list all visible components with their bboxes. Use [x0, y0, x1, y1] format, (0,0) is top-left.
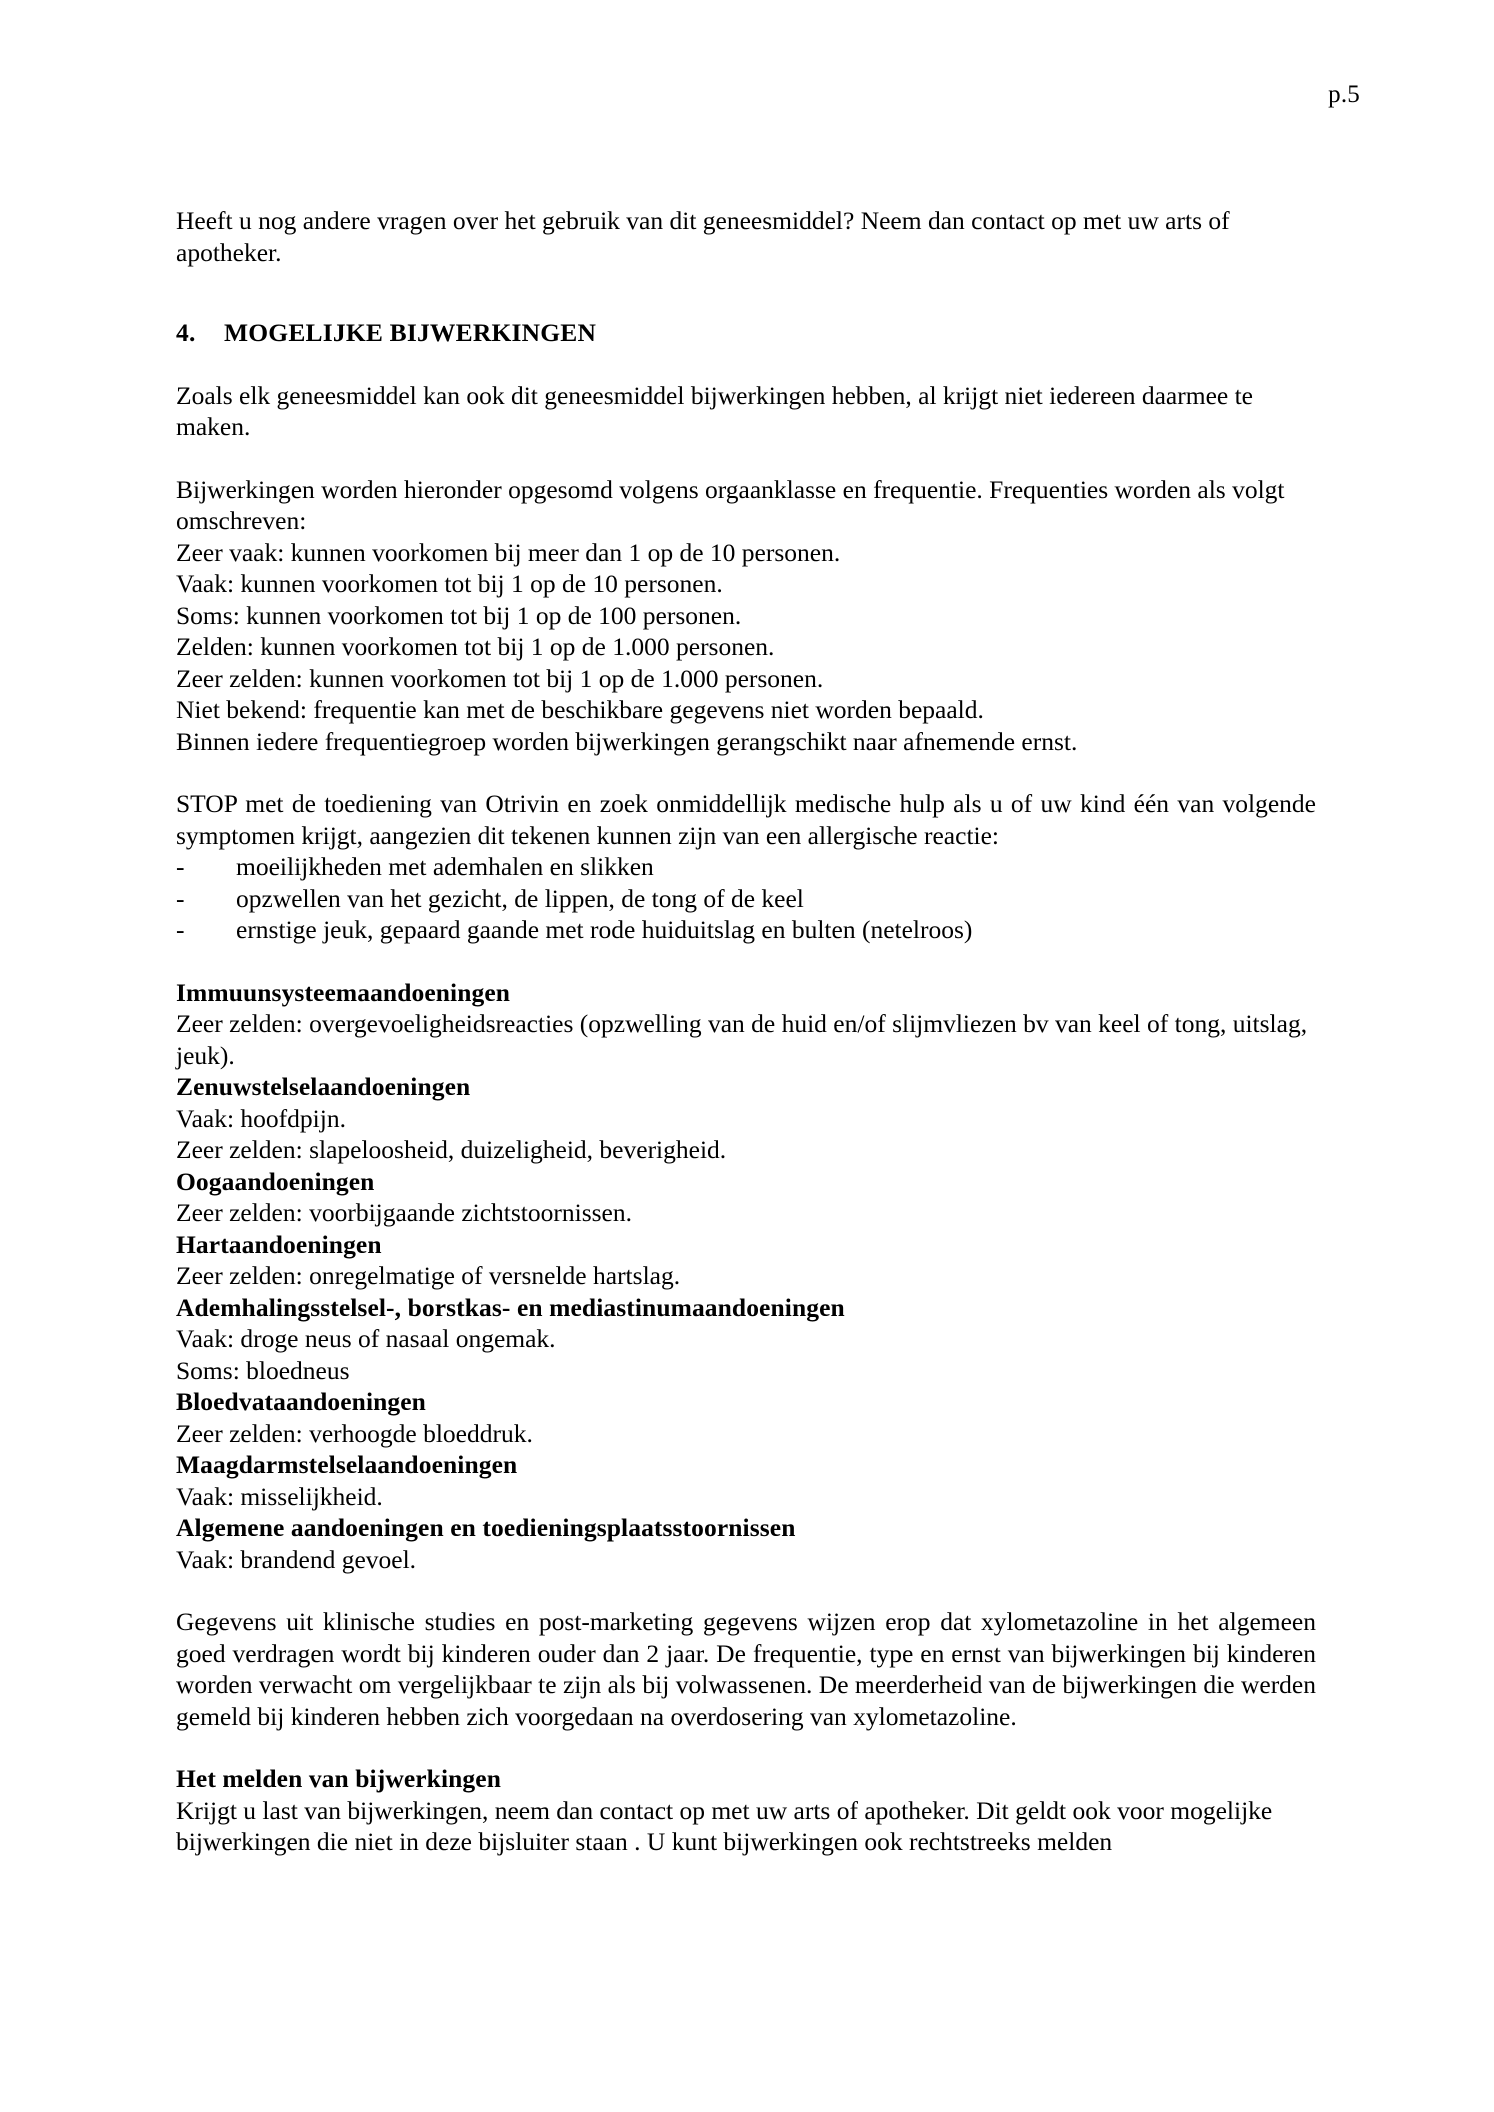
- organ-class-heading: Immuunsysteemaandoeningen: [176, 977, 511, 1007]
- reporting-heading: Het melden van bijwerkingen: [176, 1764, 501, 1793]
- organ-class-effect: Zeer zelden: onregelmatige of versnelde hartslag.: [176, 1261, 681, 1290]
- organ-class-effect: Zeer zelden: verhoogde bloeddruk.: [176, 1418, 533, 1448]
- section-number: 4.: [176, 318, 196, 347]
- pediatric-paragraph: Gegevens uit klinische studies en post-marketing gegevens wijzen erop dat xylometazoline in het algemeen goed verdragen wordt bij kinderen ouder dan 2 jaar. De frequentie, type en ernst van bijwerkingen bij kinderen worden verwacht om vergelijkbaar te zijn als bij volwassenen. De meerderheid van de bijwerkingen die werden gemeld bij kinderen hebben zich voorgedaan na overdosering van xylometazoline.: [176, 1607, 1316, 1731]
- organ-class-respiratory: [176, 1292, 1316, 1387]
- spacer: [176, 1575, 1316, 1606]
- frequency-definition: Zelden: kunnen voorkomen tot bij 1 op de 1.000 personen.: [176, 632, 775, 661]
- stop-symptom-list: [176, 851, 1316, 946]
- organ-class-nervous: [176, 1071, 1316, 1166]
- organ-class-eye: [176, 1166, 1316, 1229]
- frequency-definition-list: [176, 537, 1316, 758]
- list-item-label: ernstige jeuk, gepaard gaande met rode huiduitslag en bulten (netelroos): [236, 915, 973, 944]
- organ-class-effect: Soms: bloedneus: [176, 1355, 350, 1385]
- organ-class-heading: Ademhalingsstelsel-, borstkas- en mediastinumaandoeningen: [176, 1292, 845, 1322]
- reporting-paragraph: Krijgt u last van bijwerkingen, neem dan contact op met uw arts of apotheker. Dit geldt ook voor mogelijke bijwerkingen die niet in deze bijsluiter staan . U kunt bijwerkingen ook rechtstreeks melden: [176, 1795, 1273, 1856]
- section-heading: [176, 317, 1316, 349]
- stop-warning-paragraph: STOP met de toediening van Otrivin en zoek onmiddellijk medische hulp als u of uw kind één van volgende symptomen krijgt, aangezien dit tekenen kunnen zijn van een allergische reactie:: [176, 789, 1316, 850]
- organ-class-immune: [176, 977, 1316, 1072]
- organ-class-heading: Bloedvataandoeningen: [176, 1387, 426, 1416]
- intro-paragraph: Heeft u nog andere vragen over het gebruik van dit geneesmiddel? Neem dan contact op met uw arts of apotheker.: [176, 206, 1230, 267]
- section-intro-paragraph: Zoals elk geneesmiddel kan ook dit geneesmiddel bijwerkingen hebben, al krijgt niet iedereen daarmee te maken.: [176, 380, 1253, 441]
- frequency-definition: Soms: kunnen voorkomen tot bij 1 op de 100 personen.: [176, 600, 742, 630]
- organ-class-general: [176, 1512, 1316, 1575]
- frequency-definition: Zeer vaak: kunnen voorkomen bij meer dan 1 op de 10 personen.: [176, 537, 841, 567]
- organ-class-effect: Zeer zelden: slapeloosheid, duizeligheid, beverigheid.: [176, 1135, 727, 1164]
- organ-class-effect: Vaak: brandend gevoel.: [176, 1544, 417, 1574]
- organ-class-effect: Vaak: misselijkheid.: [176, 1481, 383, 1511]
- organ-class-effect: Vaak: hoofdpijn.: [176, 1103, 346, 1133]
- organ-class-heading: Oogaandoeningen: [176, 1166, 375, 1196]
- organ-class-effect: Zeer zelden: overgevoeligheidsreacties (opzwelling van de huid en/of slijmvliezen bv van keel of tong, uitslag, jeuk).: [176, 1009, 1308, 1070]
- frequency-definition: Niet bekend: frequentie kan met de beschikbare gegevens niet worden bepaald.: [176, 695, 984, 724]
- organ-class-effect: Vaak: droge neus of nasaal ongemak.: [176, 1324, 556, 1353]
- section-title: MOGELIJKE BIJWERKINGEN: [224, 318, 597, 347]
- organ-class-vascular: [176, 1386, 1316, 1449]
- spacer: [176, 349, 1316, 380]
- list-item-label: moeilijkheden met ademhalen en slikken: [236, 852, 654, 881]
- organ-class-effect: Zeer zelden: voorbijgaande zichtstoornissen.: [176, 1198, 632, 1227]
- frequency-definition: Binnen iedere frequentiegroep worden bijwerkingen gerangschikt naar afnemende ernst.: [176, 726, 1078, 756]
- dash-bullet-icon: -: [176, 852, 185, 881]
- page-content: [176, 205, 1316, 1858]
- page-number: p.5: [1328, 81, 1360, 108]
- spacer: [176, 1732, 1316, 1763]
- organ-class-heading: Zenuwstelselaandoeningen: [176, 1072, 471, 1101]
- spacer: [176, 946, 1316, 977]
- organ-class-heading: Maagdarmstelselaandoeningen: [176, 1450, 518, 1479]
- list-item: [176, 851, 1316, 883]
- organ-class-gastrointestinal: [176, 1449, 1316, 1512]
- organ-class-cardiac: [176, 1229, 1316, 1292]
- frequency-intro-paragraph: Bijwerkingen worden hieronder opgesomd volgens orgaanklasse en frequentie. Frequenties worden als volgt omschreven:: [176, 474, 1285, 535]
- list-item-label: opzwellen van het gezicht, de lippen, de tong of de keel: [236, 883, 804, 913]
- spacer: [176, 757, 1316, 788]
- frequency-definition: Vaak: kunnen voorkomen tot bij 1 op de 10 personen.: [176, 569, 723, 598]
- spacer: [176, 268, 1316, 317]
- frequency-definition: Zeer zelden: kunnen voorkomen tot bij 1 op de 1.000 personen.: [176, 663, 824, 693]
- dash-bullet-icon: -: [176, 915, 185, 944]
- list-item: [176, 883, 1316, 915]
- organ-class-heading: Hartaandoeningen: [176, 1229, 382, 1259]
- dash-bullet-icon: -: [176, 883, 185, 913]
- organ-class-heading: Algemene aandoeningen en toedieningsplaatsstoornissen: [176, 1513, 796, 1542]
- list-item: [176, 914, 1316, 946]
- spacer: [176, 443, 1316, 474]
